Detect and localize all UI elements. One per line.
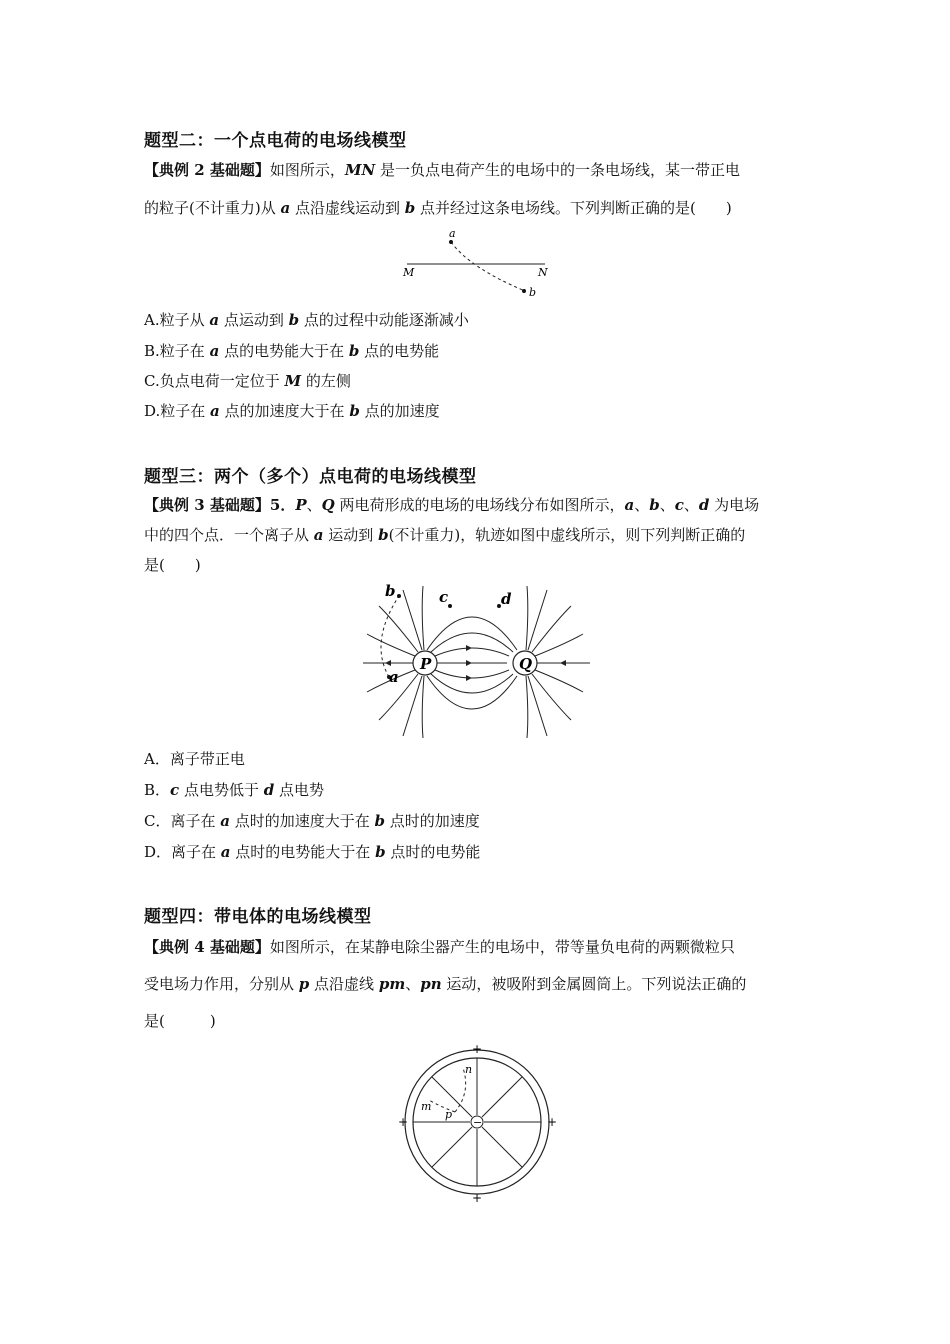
option-2c[interactable] [144, 371, 351, 391]
text: 的左侧 [301, 372, 351, 390]
label-q: Q [519, 655, 533, 673]
text: A.粒子从 [144, 311, 210, 329]
plus-left: + [398, 1115, 409, 1129]
text: (不计重力)，轨迹如图中虚线所示，则下列判断正确的 [388, 526, 746, 544]
text: 是一负点电荷产生的电场中的一条电场线，某一带正电 [375, 161, 741, 179]
text: A．离子带正电 [144, 750, 245, 768]
option-2d[interactable] [144, 401, 440, 421]
question-2-line-2 [144, 198, 809, 218]
var: c [674, 496, 684, 514]
var: b [375, 843, 386, 861]
label-m: M [403, 266, 415, 279]
var: M [284, 372, 302, 390]
label-a: a [389, 668, 399, 686]
label-m: m [421, 1100, 432, 1113]
text: 为电场 [709, 496, 760, 514]
text: B.粒子在 [144, 342, 210, 360]
text: B． [144, 781, 171, 799]
point-b [397, 594, 401, 598]
figure-field-lines-pq [355, 582, 600, 740]
text: 的粒子(不计重力)从 [144, 199, 281, 217]
field-line [532, 606, 571, 652]
label-n: n [465, 1063, 473, 1076]
question-3-line-2 [144, 525, 809, 545]
arrowhead [560, 660, 566, 666]
label-n: N [538, 266, 548, 279]
field-line [379, 606, 418, 652]
text: 点的过程中动能逐渐减小 [299, 311, 469, 329]
text: 、 [683, 496, 699, 514]
var: a [280, 199, 291, 217]
var: c [170, 781, 180, 799]
label-a: a [449, 227, 456, 240]
var: a [313, 526, 324, 544]
var: a [220, 843, 231, 861]
option-3d[interactable] [144, 842, 480, 862]
question-2-line-1 [144, 160, 809, 180]
var: b [378, 526, 389, 544]
label-c: c [439, 588, 449, 606]
text: 、 [405, 975, 421, 993]
trajectory-ab [451, 242, 525, 291]
var: d [263, 781, 275, 799]
field-line [431, 674, 513, 693]
var: pn [420, 975, 442, 993]
option-3b[interactable] [144, 780, 324, 800]
text: 、 [634, 496, 650, 514]
var: b [649, 496, 660, 514]
var: p [298, 975, 310, 993]
text: 如图所示， [269, 161, 345, 179]
var: a [210, 402, 220, 420]
point-c [448, 604, 452, 608]
var: P [295, 496, 307, 514]
field-line [435, 670, 509, 678]
text: 点沿虚线 [309, 975, 379, 993]
section-heading-4: 题型四：带电体的电场线模型 [144, 907, 372, 927]
plus-right: + [547, 1115, 558, 1129]
option-3c[interactable] [144, 811, 480, 831]
text: 点运动到 [219, 311, 289, 329]
text: 受电场力作用，分别从 [144, 975, 299, 993]
text: 点时的加速度 [385, 812, 480, 830]
var: d [698, 496, 710, 514]
text: 点并经过这条电场线。下列判断正确的是( ) [415, 199, 732, 217]
var: b [349, 402, 360, 420]
text: C．离子在 [144, 812, 221, 830]
plus-top: + [472, 1042, 483, 1056]
figure-field-line-mn [395, 226, 555, 302]
arrowhead [466, 660, 472, 666]
text: 点时的电势能大于在 [230, 843, 376, 861]
var: a [209, 311, 220, 329]
text: 、 [306, 496, 322, 514]
plus-bottom: + [472, 1191, 483, 1205]
text: 、 [659, 496, 675, 514]
field-line [432, 1127, 472, 1167]
var: pm [378, 975, 406, 993]
text: 点的加速度 [359, 402, 440, 420]
text: C.负点电荷一定位于 [144, 372, 285, 390]
field-line [528, 676, 547, 736]
text: 点的加速度大于在 [219, 402, 350, 420]
field-line [482, 1077, 522, 1117]
text: 两电荷形成的电场的电场线分布如图所示， [334, 496, 625, 514]
field-line [367, 634, 415, 656]
var: a [209, 342, 220, 360]
field-line [532, 674, 571, 720]
text: 点电势 [274, 781, 324, 799]
text: 点的电势能 [359, 342, 440, 360]
question-tag: 【典例 3 基础题】 [144, 496, 270, 514]
var: a [624, 496, 635, 514]
var: MN [344, 161, 376, 179]
text: 运动，被吸附到金属圆筒上。下列说法正确的 [441, 975, 747, 993]
field-line [526, 586, 528, 650]
text: D.粒子在 [144, 402, 211, 420]
text: D．离子在 [144, 843, 221, 861]
var: b [348, 342, 360, 360]
point-a [449, 240, 453, 244]
text: 点时的加速度大于在 [229, 812, 375, 830]
option-2b[interactable] [144, 341, 439, 361]
field-line [482, 1127, 522, 1167]
label-minus: − [473, 1116, 483, 1129]
field-line [535, 670, 583, 692]
var: b [374, 812, 386, 830]
text: 点电势低于 [179, 781, 264, 799]
text: 运动到 [323, 526, 379, 544]
point-b [522, 289, 526, 293]
question-tag: 【典例 4 基础题】 [144, 938, 270, 956]
question-3-line-3: 是( ) [144, 556, 201, 574]
option-3a[interactable] [144, 749, 245, 769]
field-line [526, 676, 528, 738]
field-line [528, 590, 547, 650]
var: b [288, 311, 300, 329]
var: Q [321, 496, 335, 514]
section-heading-3: 题型三：两个（多个）点电荷的电场线模型 [144, 467, 477, 487]
text: 点的电势能大于在 [219, 342, 349, 360]
field-line [431, 633, 513, 652]
text: 点沿虚线运动到 [290, 199, 405, 217]
arrowhead [466, 645, 472, 651]
var: b [404, 199, 416, 217]
question-4-line-3: 是( ) [144, 1012, 216, 1030]
field-line [403, 590, 422, 650]
text: 中的四个点．一个离子从 [144, 526, 314, 544]
var: a [220, 812, 230, 830]
question-4-line-2 [144, 974, 809, 994]
label-b: b [529, 286, 537, 299]
text: 点时的电势能 [385, 843, 481, 861]
arrowhead [385, 660, 391, 666]
field-line [435, 648, 509, 656]
question-3-line-1 [144, 495, 809, 515]
question-4-line-1 [144, 937, 809, 957]
label-p: p [445, 1108, 453, 1121]
label-b: b [385, 582, 396, 600]
section-heading-2: 题型二：一个点电荷的电场线模型 [144, 131, 407, 151]
figure-dust-collector [395, 1040, 560, 1205]
field-line [535, 634, 583, 656]
label-p: P [420, 655, 432, 673]
arrowhead [466, 675, 472, 681]
field-line [403, 676, 422, 736]
text: 5． [269, 496, 296, 514]
field-line [422, 586, 424, 650]
field-line [422, 676, 424, 738]
text: 如图所示，在某静电除尘器产生的电场中，带等量负电荷的两颗微粒只 [269, 938, 735, 956]
label-d: d [501, 590, 512, 608]
question-tag: 【典例 2 基础题】 [144, 161, 270, 179]
option-2a[interactable] [144, 310, 469, 330]
